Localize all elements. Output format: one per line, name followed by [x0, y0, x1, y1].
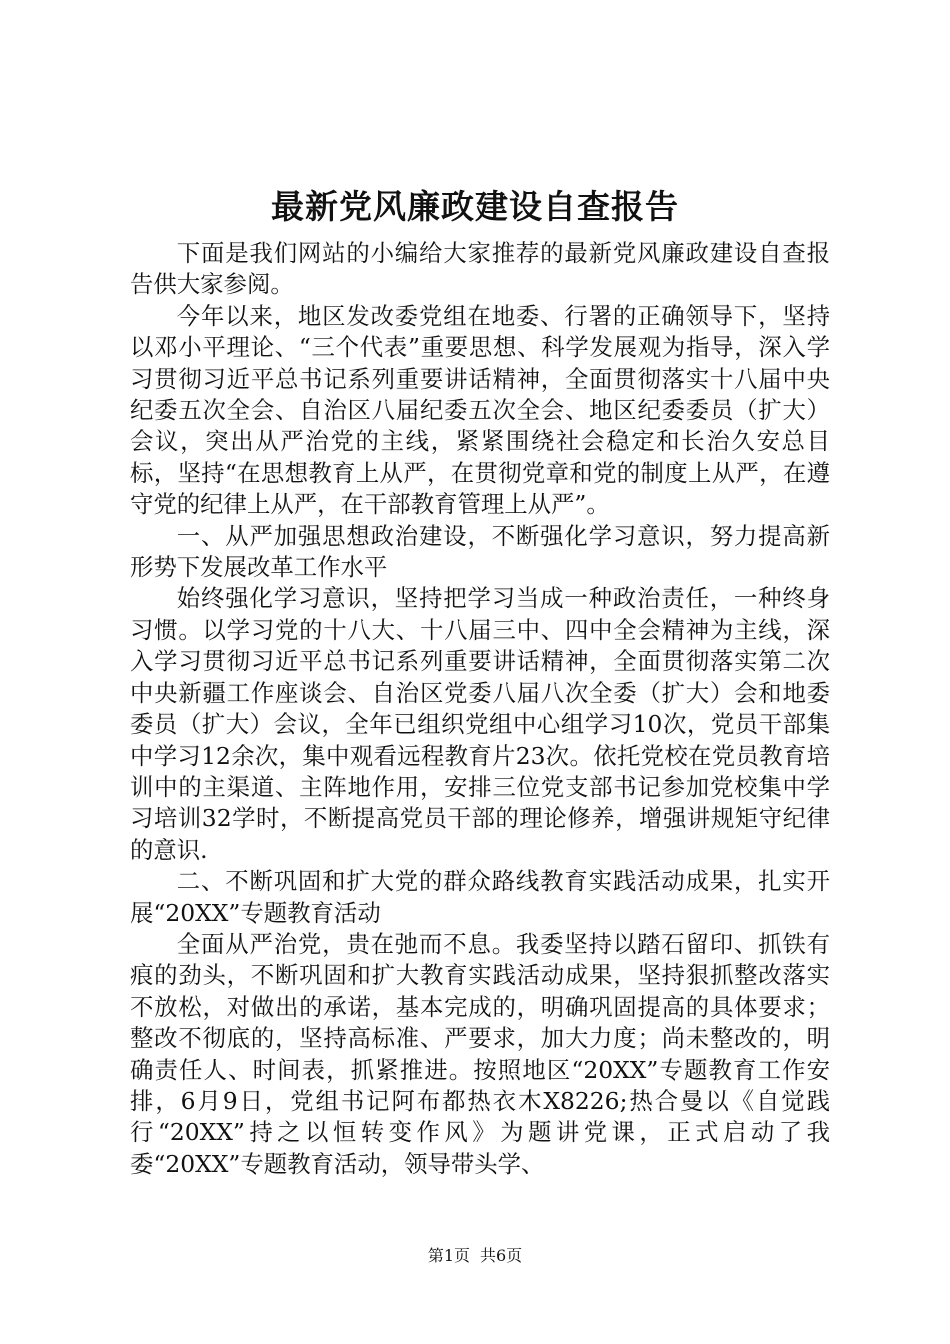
section-heading-2: 二、不断巩固和扩大党的群众路线教育实践活动成果，扎实开展“20XX”专题教育活动: [130, 867, 830, 927]
page-number: 第1页: [427, 1246, 470, 1265]
page-footer: [0, 1245, 950, 1267]
document-body: [130, 238, 830, 1180]
paragraph-intro: 下面是我们网站的小编给大家推荐的最新党风廉政建设自查报告供大家参阅。: [130, 239, 830, 299]
paragraph-section-1: 始终强化学习意识，坚持把学习当成一种政治责任，一种终身习惯。以学习党的十八大、十八届三中、四中全会精神为主线，深入学习贯彻习近平总书记系列重要讲话精神，全面贯彻落实第二次中央新疆工作座谈会、自治区党委八届八次全委（扩大）会和地委委员（扩大）会议，全年已组织党组中心组学习10次，党员干部集中学习12余次，集中观看远程教育片23次。依托党校在党员教育培训中的主渠道、主阵地作用，安排三位党支部书记参加党校集中学习培训32学时，不断提高党员干部的理论修养，增强讲规矩守纪律的意识.: [130, 584, 830, 864]
paragraph-overview: 今年以来，地区发改委党组在地委、行署的正确领导下，坚持以邓小平理论、“三个代表”重要思想、科学发展观为指导，深入学习贯彻习近平总书记系列重要讲话精神，全面贯彻落实十八届中央纪委五次全会、自治区八届纪委五次全会、地区纪委委员（扩大）会议，突出从严治党的主线，紧紧围绕社会稳定和长治久安总目标，坚持“在思想教育上从严，在贯彻党章和党的制度上从严，在遵守党的纪律上从严，在干部教育管理上从严”。: [130, 301, 830, 519]
document-title: 最新党风廉政建设自查报告: [271, 187, 679, 226]
paragraph-section-2: 全面从严治党，贵在弛而不息。我委坚持以踏石留印、抓铁有痕的劲头，不断巩固和扩大教育实践活动成果，坚持狠抓整改落实不放松，对做出的承诺，基本完成的，明确巩固提高的具体要求；整改不彻底的，坚持高标准、严要求，加大力度；尚未整改的，明确责任人、时间表，抓紧推进。按照地区“20XX”专题教育工作安排，6月9日，党组书记阿布都热衣木X8226;热合曼以《自觉践行“20XX”持之以恒转变作风》为题讲党课，正式启动了我委“20XX”专题教育活动，领导带头学、: [130, 929, 830, 1178]
section-heading-1: 一、从严加强思想政治建设，不断强化学习意识，努力提高新形势下发展改革工作水平: [130, 521, 830, 582]
page-total: 共6页: [480, 1246, 523, 1265]
